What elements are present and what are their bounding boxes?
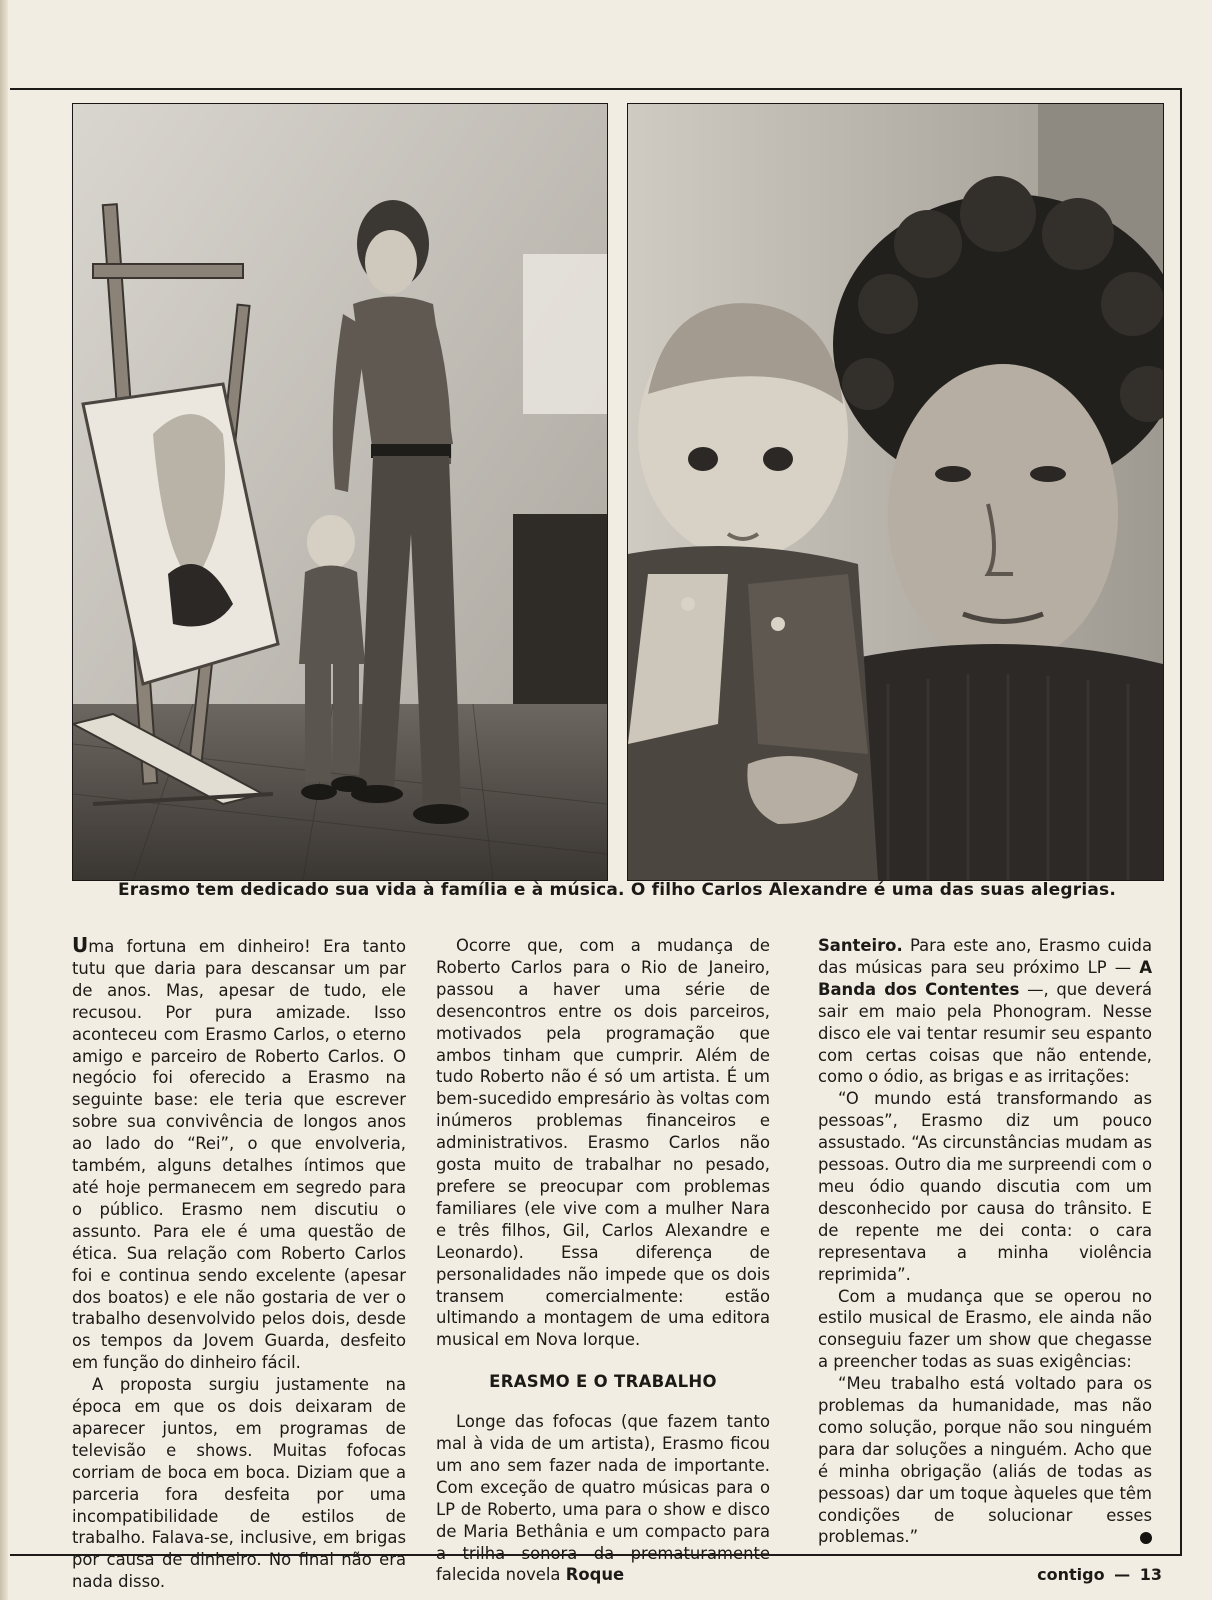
article-column-1 [72, 935, 406, 1593]
col3-paragraph-3: Com a mudança que se operou no estilo musical de Erasmo, ele ainda não conseguiu fazer um show que chegasse a preencher todas as suas exigências: [818, 1286, 1152, 1372]
col3-paragraph-1-text-b: —, que deverá sair em maio pela Phonogram. Nesse disco ele vai tentar resumir seu espanto com certas coisas que não entende, como o ódio, as brigas e as irritações: [818, 979, 1153, 1087]
magazine-name: contigo [1037, 1565, 1105, 1584]
col1-paragraph-1-text: ma fortuna em dinheiro! Era tanto tutu que daria para descansar um par de anos. Mas, apesar de tudo, ele recusou. Por pura amizade. Isso aconteceu com Erasmo Carlos, o eterno amigo e parceiro de Roberto Carlos. O negócio foi oferecido a Erasmo na seguinte base: ele teria que escrever sobre sua convivência de longos anos ao lado do “Rei”, o que envolveria, também, alguns detalhes íntimos que até hoje permanecem em segredo para o público. Erasmo nem discutiu o assunto. Para ele é uma questão de ética. Sua relação com Roberto Carlos foi e continua sendo excelente (apesar dos boatos) e ele não gostaria de ver o trabalho desenvolvido pelos dois, desde os tempos da Jovem Guarda, desfeito em função do dinheiro fácil. [72, 937, 406, 1373]
novela-title-part-2: Santeiro. [818, 936, 903, 955]
col3-paragraph-4 [818, 1373, 1152, 1548]
photo-father-son-easel [72, 103, 608, 881]
frame-rule-top [10, 88, 1182, 90]
page-edge [0, 0, 8, 1600]
frame-rule-right [1180, 88, 1182, 1556]
col3-paragraph-1 [818, 935, 1152, 1088]
end-mark-dot [1140, 1532, 1152, 1544]
album-title: A Banda dos Contentes [818, 957, 1152, 999]
photo-left-illustration [73, 104, 607, 880]
photo-father-son-closeup [627, 103, 1164, 881]
article-column-3 [818, 935, 1152, 1548]
page-number: 13 [1139, 1565, 1162, 1584]
col3-paragraph-1-text-a: Para este ano, Erasmo cuida das músicas para seu próximo LP — [818, 936, 1152, 977]
col2-paragraph-2-text: Longe das fofocas (que fazem tanto mal à vida de um artista), Erasmo ficou um ano sem fazer nada de importante. Com exceção de quatro músicas para o LP de Roberto, uma para o show e disco de Maria Bethânia e um compacto para a trilha sonora da prematuramente falecida novela [436, 1412, 770, 1585]
photo-right-illustration [628, 104, 1163, 880]
col3-paragraph-2: “O mundo está transformando as pessoas”, Erasmo diz um pouco assustado. “As circunstâncias mudam as pessoas. Outro dia me surpreendi com o meu ódio quando discutia com um desconhecido por causa do trânsito. E de repente me dei conta: o cara representava a minha violência reprimida”. [818, 1089, 1152, 1284]
section-heading: ERASMO E O TRABALHO [489, 1372, 717, 1392]
photo-caption: Erasmo tem dedicado sua vida à família e à música. O filho Carlos Alexandre é uma das suas alegrias. [117, 880, 1116, 900]
novela-title-part-1: Roque [565, 1565, 625, 1585]
col2-paragraph-2 [436, 1411, 770, 1586]
col3-paragraph-4-text: “Meu trabalho está voltado para os problemas da humanidade, mas não como solução, porque não sou ninguém para dar soluções a ninguém. Acho que é minha obrigação (aliás de todas as pessoas) dar um toque àqueles que têm condições de solucionar esses problemas.” [818, 1374, 1152, 1547]
col2-paragraph-1: Ocorre que, com a mudança de Roberto Carlos para o Rio de Janeiro, passou a haver uma série de desencontros entre os dois parceiros, motivados pela programação que ambos tinham que cumprir. Além de tudo Roberto não é só um artista. É um bem-sucedido empresário às voltas com inúmeros problemas financeiros e administrativos. Erasmo Carlos não gosta muito de trabalhar no pesado, prefere se preocupar com problemas familiares (ele vive com a mulher Nara e três filhos, Gil, Carlos Alexandre e Leonardo). Essa diferença de personalidades não impede que os dois transem comercialmente: estão ultimando a montagem de uma editora musical em Nova Iorque. [436, 936, 770, 1350]
col1-paragraph-2: A proposta surgiu justamente na época em que os dois deixaram de aparecer juntos, em programas de televisão e shows. Muitas fofocas corriam de boca em boca. Diziam que a parceria fora desfeita por uma incompatibilidade de estilos de trabalho. Falava-se, inclusive, em brigas por causa de dinheiro. No final não era nada disso. [72, 1375, 406, 1592]
col1-paragraph-1 [72, 935, 406, 1374]
footer-dash: — [1114, 1565, 1131, 1584]
page-footer [1033, 1565, 1162, 1584]
article-column-2 [436, 935, 770, 1586]
drop-cap: U [72, 933, 89, 957]
